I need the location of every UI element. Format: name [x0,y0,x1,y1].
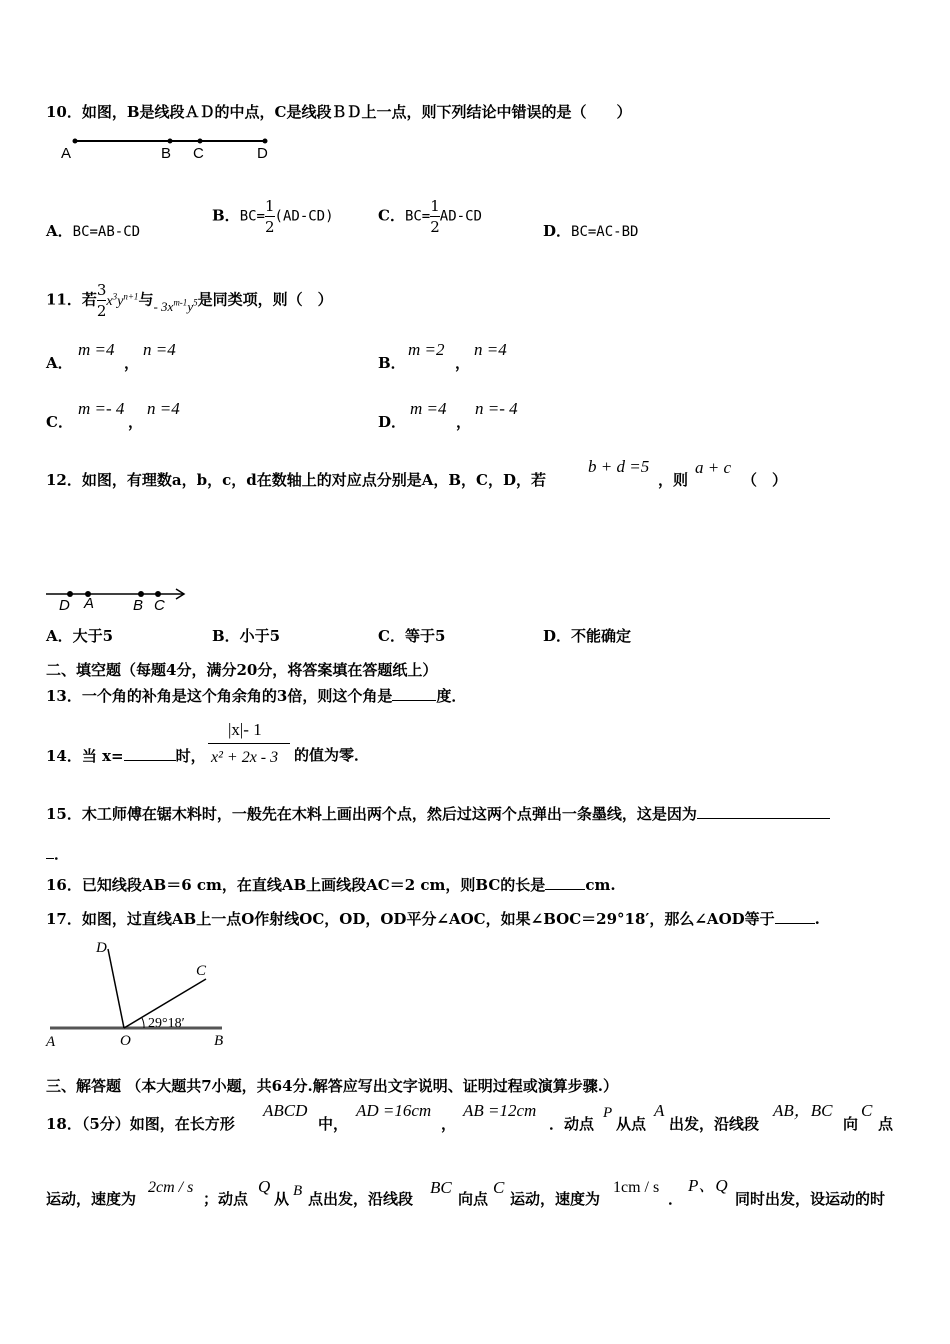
q10-point-d: D [257,145,268,162]
q11-option-b-label[interactable]: B． [378,354,406,372]
q10-option-b-fraction: $\frac{1}{2}$ [264,197,275,236]
q12-paren: （ ） [742,471,788,489]
q14-post: 的值为零． [294,746,370,764]
q12-point-a: A [84,595,95,612]
q11-option-a-comma: ， [124,354,140,372]
q12-point-c: C [154,597,165,614]
q15-tail: ． [46,844,69,863]
q10-option-c[interactable]: C．BC= $\frac{1}{2}$ AD-CD [378,197,482,236]
q11-option-b-comma: ， [455,354,471,372]
q11-option-d-comma: ， [456,413,472,431]
q14-numerator: |x|- 1 [228,720,262,739]
q18-part2: 中， [318,1115,349,1133]
q18-line2b: ；动点 [203,1190,249,1208]
q11-option-c-label[interactable]: C． [46,413,73,431]
q12-option-b[interactable]: B．小于5 [212,627,281,645]
q12-number-line [44,586,194,616]
q18-line2a: 运动，速度为 [46,1190,137,1208]
q18-line2d: 点出发，沿线段 [308,1190,414,1208]
q12-stem: 12．如图，有理数a，b，c，d在数轴上的对应点分别是A，B，C，D，若 [46,471,546,489]
q12-expression: a + c [695,458,732,477]
q18-c2: C [493,1178,505,1197]
q12-condition: b + d =5 [588,457,650,476]
q11-option-a-label[interactable]: A． [46,354,73,372]
q18-comma: ， [441,1115,457,1133]
q18-line2g: ． [668,1190,684,1208]
q11-option-a-m: m =4 [78,340,115,359]
q18-part3: ．动点 [549,1115,595,1133]
q17-angle-label: 29°18′ [148,1016,185,1031]
q12-option-a[interactable]: A．大于5 [46,627,114,645]
q10-stem: 10．如图，B是线段ＡＤ的中点，C是线段ＢＤ上一点，则下列结论中错误的是（ ） [46,103,632,121]
q18-part6: 向 [843,1115,859,1133]
q17-point-d: D [96,940,107,956]
q10-option-c-fraction: $\frac{1}{2}$ [430,197,440,236]
q17-point-b: B [214,1033,224,1049]
q11-option-b-n: n =4 [474,340,507,359]
q16: 16．已知线段AB＝6 cm，在直线AB上画线段AC＝2 cm，则BC的长是 cm. [46,876,616,894]
q18-line2e: 向点 [458,1190,489,1208]
q11-option-c-comma: ， [128,413,144,431]
q11-option-d-label[interactable]: D． [378,413,407,431]
q11-option-d-m: m =4 [410,399,447,418]
q12-option-d[interactable]: D．不能确定 [543,627,632,645]
q11-option-b-m: m =2 [408,340,445,359]
q12-point-b: B [133,597,144,614]
q14-pre: 14．当 x= 时， [46,747,206,765]
q11-term1: $x^3y^{n+1}$ [106,290,139,309]
q17: 17．如图，过直线AB上一点O作射线OC，OD，OD平分∠AOC，如果∠BOC＝29°18′，那么∠AOD等于 . [46,910,820,928]
q17-answer-blank[interactable] [775,909,815,924]
q11-fraction: $\frac{3}{2}$ [96,281,107,320]
q17-point-o: O [120,1033,131,1049]
section-2-heading: 二、填空题（每题4分，满分20分，将答案填在答题纸上） [46,661,438,679]
q17-point-c: C [196,963,207,979]
q11-stem: 11．若 $\frac{3}{2}$ $x^3y^{n+1}$与- $3x^{m-1}y^5$是同类项，则（ ） [46,281,333,320]
q11-term2: - $3x^{m-1}y^5$ [153,297,198,314]
q18-c: C [861,1101,873,1120]
q10-point-b: B [161,145,172,162]
q18-pq: P、Q [688,1176,728,1195]
q18-p: P [603,1105,613,1121]
q12-option-c[interactable]: C．等于5 [378,627,446,645]
q17-point-a: A [46,1034,56,1050]
q18-b: B [293,1183,303,1199]
q10-point-a: A [61,145,72,162]
q18-part7: 点 [878,1115,894,1133]
q12-point-d: D [59,597,70,614]
q18-q: Q [258,1177,271,1196]
q11-option-a-n: n =4 [143,340,176,359]
q10-point-c: C [193,145,204,162]
q14-denominator: x² + 2x - 3 [211,749,279,766]
q18-rect: ABCD [263,1101,308,1120]
q18-speed2: 1cm / s [613,1179,660,1196]
q15-answer-blank[interactable] [697,804,830,819]
q18-bc: BC [430,1178,452,1197]
q10-option-b[interactable]: B．BC= $\frac{1}{2}$ (AD-CD) [212,197,334,236]
q10-option-d[interactable]: D．BC=AC-BD [543,222,639,240]
q13-answer-blank[interactable] [392,686,436,701]
q18-seg: AB，BC [773,1101,833,1120]
q17-angle-figure [44,937,244,1052]
q11-option-c-m: m =- 4 [78,399,125,418]
q11-option-d-n: n =- 4 [475,399,518,418]
q18-part5: 出发，沿线段 [669,1115,760,1133]
q18-ad: AD =16cm [356,1101,432,1120]
q11-option-c-n: n =4 [147,399,180,418]
q18-line2f: 运动，速度为 [510,1190,601,1208]
q18-speed1: 2cm / s [148,1179,194,1196]
q14-fraction-bar [208,743,290,744]
q18-ab: AB =12cm [463,1101,537,1120]
q14-answer-blank[interactable] [124,746,176,761]
q18-part4: 从点 [616,1115,647,1133]
q15: 15．木工师傅在锯木料时，一般先在木料上画出两个点，然后过这两个点弹出一条墨线，这是因为 [46,804,830,823]
section-3-heading: 三、解答题 （本大题共7小题，共64分.解答应写出文字说明、证明过程或演算步骤.） [46,1077,618,1095]
q18-a: A [654,1101,665,1120]
q16-answer-blank[interactable] [545,875,585,890]
q10-segment-figure [55,133,315,163]
q18-line2c: 从 [274,1190,290,1208]
q12-then: ，则 [658,471,689,489]
q18-line2h: 同时出发，设运动的时 [735,1190,886,1208]
q10-option-a[interactable]: A．BC=AB-CD [46,222,141,240]
q18-part1: 18．（5分）如图，在长方形 [46,1115,235,1133]
q13: 13．一个角的补角是这个角余角的3倍，则这个角是 度． [46,687,467,705]
